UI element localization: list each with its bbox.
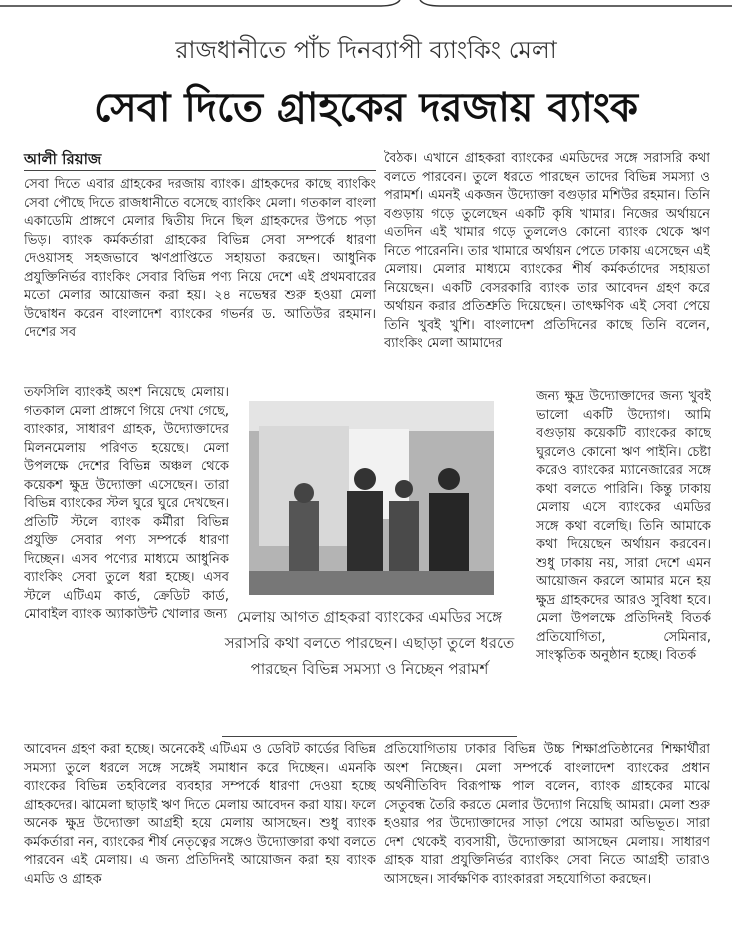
- banking-fair-photo: [249, 401, 494, 595]
- col2-mid-paragraph: জন্য ক্ষুদ্র উদ্যোক্তাদের জন্য খুবই ভালো একটি উদ্যোগ। আমি বগুড়ায় কয়েকটি ব্যাংকের কাছে ঘুরলেও কোনো ঋণ পাইনি। চেষ্টা করেও ব্যাংকের ম্যানেজারের সঙ্গে কথা বলতে পারিনি। কিন্তু ঢাকায় মেলায় এসে ব্যাংকের এমডির সঙ্গে কথা বলেছি। তিনি আমাকে কথা দিয়েছেন অর্থায়ন করবেন। শুধু ঢাকায় নয়, সারা দেশে এমন আয়োজন করলে আমার মনে হয় ক্ষুদ্র গ্রাহকদের আরও সুবিধা হবে। মেলা উপলক্ষে প্রতিদিনই বিতর্ক প্রতিযোগিতা, সেমিনার, সাংস্কৃতিক অনুষ্ঠান হচ্ছে। বিতর্ক: [536, 389, 711, 663]
- caption-rule: [222, 736, 517, 737]
- column-1-bottom-text: [24, 741, 376, 926]
- byline-rule: [24, 170, 376, 171]
- column-2-middle-text: [536, 388, 711, 743]
- column-1-middle-text: [24, 384, 229, 739]
- column-2-bottom-text: [384, 741, 710, 926]
- photo-caption: মেলায় আগত গ্রাহকরা ব্যাংকের এমডির সঙ্গে সরাসরি কথা বলতে পারছেন। এছাড়া তুলে ধরতে পারছেন বিভিন্ন সমস্যা ও নিচ্ছেন পরামর্শ: [224, 608, 515, 678]
- main-headline: সেবা দিতে গ্রাহকের দরজায় ব্যাংক: [93, 85, 639, 131]
- column-1-top-text: [24, 176, 376, 376]
- col2-top-paragraph: বৈঠক। এখানে গ্রাহকরা ব্যাংকের এমডিদের সঙ্গে সরাসরি কথা বলতে পারবেন। তুলে ধরতে পারছেন তাদের বিভিন্ন সমস্যা ও পরামর্শ। এমনই একজন উদ্যোক্তা বগুড়ার মশিউর রহমান। তিনি বগুড়ায় গড়ে তুলেছেন একটি কৃষি খামার। নিজের অর্থায়নে এতদিন এই খামার গড়ে তুললেও কোনো ব্যাংক থেকে ঋণ নিতে পারেননি। তার খামারে অর্থায়ন পেতে ঢাকায় এসেছেন এই মেলায়। মেলার মাধ্যমে ব্যাংকের শীর্ষ কর্মকর্তাদের সহায়তা নিয়েছেন। একটি বেসরকারি ব্যাংক তার আবেদন গ্রহণ করে অর্থায়ন করার প্রতিশ্রুতি দিয়েছেন। তাৎক্ষণিক এই সেবা পেয়ে তিনি খুবই খুশি। বাংলাদেশ প্রতিদিনের কাছে তিনি বলেন, ব্যাংকিং মেলা আমাদের: [384, 151, 710, 351]
- top-border-ornament: [0, 0, 732, 14]
- kicker-headline: রাজধানীতে পাঁচ দিনব্যাপী ব্যাংকিং মেলা: [175, 36, 557, 64]
- col2-bottom-paragraph: প্রতিযোগিতায় ঢাকার বিভিন্ন উচ্চ শিক্ষাপ্রতিষ্ঠানের শিক্ষার্থীরা অংশ নিচ্ছেন। মেলা সম্পর্কে বাংলাদেশ ব্যাংকের প্রধান অর্থনীতিবিদ বিরূপাক্ষ পাল বলেন, ব্যাংক গ্রাহকের মাঝে সেতুবন্ধ তৈরি করতে মেলার উদ্যোগ নিয়েছি আমরা। মেলা শুরু হওয়ার পর উদ্যোক্তাদের সাড়া পেয়ে আমরা অভিভূত। সারা দেশ থেকেই ব্যবসায়ী, উদ্যোক্তারা আসছেন মেলায়। সাধারণ গ্রাহক যারা প্রযুক্তিনির্ভর ব্যাংকিং সেবা নিতে আগ্রহী তারাও আসছেন। সার্বক্ষণিক ব্যাংকাররা সহযোগিতা করছেন।: [384, 742, 710, 887]
- byline: আলী রিয়াজ: [24, 150, 102, 168]
- col1-bottom-paragraph: আবেদন গ্রহণ করা হচ্ছে। অনেকেই এটিএম ও ডেবিট কার্ডের বিভিন্ন সমস্যা তুলে ধরলে সঙ্গে সঙ্গেই সমাধান করে দিচ্ছেন। এমনকি ব্যাংকের বিভিন্ন তহবিলের ব্যবহার সম্পর্কে ধারণা দেওয়া হচ্ছে গ্রাহকদের। ঝামেলা ছাড়াই ঋণ দিতে মেলায় আবেদন করা যায়। ফলে অনেক ক্ষুদ্র উদ্যোক্তা আগ্রহী হয়ে মেলায় আসছেন। শুধু ব্যাংক কর্মকর্তারা নন, ব্যাংকের শীর্ষ নেতৃত্বের সঙ্গেও উদ্যোক্তারা কথা বলতে পারবেন এই মেলায়। এ জন্য প্রতিদিনই আয়োজন করা হয় ব্যাংক এমডি ও গ্রাহক: [24, 742, 376, 887]
- column-2-top-text: [384, 150, 710, 386]
- col1-top-paragraph: সেবা দিতে এবার গ্রাহকের দরজায় ব্যাংক। গ্রাহকদের কাছে ব্যাংকিং সেবা পৌছে দিতে রাজধানীতে বসেছে ব্যাংকিং মেলা। গতকাল বাংলা একাডেমি প্রাঙ্গণে মেলার দ্বিতীয় দিনে ছিল গ্রাহকদের উপচে পড়া ভিড়। ব্যাংক কর্মকর্তারা গ্রাহকের বিভিন্ন সেবা সম্পর্কে ধারণা দেওয়াসহ সহজভাবে ঋণপ্রাপ্তিতে সহায়তা করছেন। আধুনিক প্রযুক্তিনির্ভর ব্যাংকিং সেবার বিভিন্ন পণ্য নিয়ে দেশে এই প্রথমবারের মতো মেলার আয়োজন করা হয়। ২৪ নভেম্বর শুরু হওয়া মেলা উদ্বোধন করেন বাংলাদেশ ব্যাংকের গভর্নর ড. আতিউর রহমান। দেশের সব: [24, 177, 376, 340]
- col1-mid-paragraph: তফসিলি ব্যাংকই অংশ নিয়েছে মেলায়। গতকাল মেলা প্রাঙ্গণে গিয়ে দেখা গেছে, ব্যাংকার, সাধারণ গ্রাহক, উদ্যোক্তাদের মিলনমেলায় পরিণত হয়েছে। মেলা উপলক্ষে দেশের বিভিন্ন অঞ্চল থেকে কয়েকশ ক্ষুদ্র উদ্যোক্তা এসেছেন। তারা বিভিন্ন ব্যাংকের স্টল ঘুরে ঘুরে দেখছেন। প্রতিটি স্টলে ব্যাংক কর্মীরা বিভিন্ন প্রযুক্তি সেবার পণ্য সম্পর্কে ধারণা দিচ্ছেন। এসব পণ্যের মাধ্যমে আধুনিক ব্যাংকিং সেবা তুলে ধরা হচ্ছে। এসব স্টলে এটিএম কার্ড, ক্রেডিট কার্ড, মোবাইল ব্যাংক অ্যাকাউন্ট খোলার জন্য: [24, 385, 229, 622]
